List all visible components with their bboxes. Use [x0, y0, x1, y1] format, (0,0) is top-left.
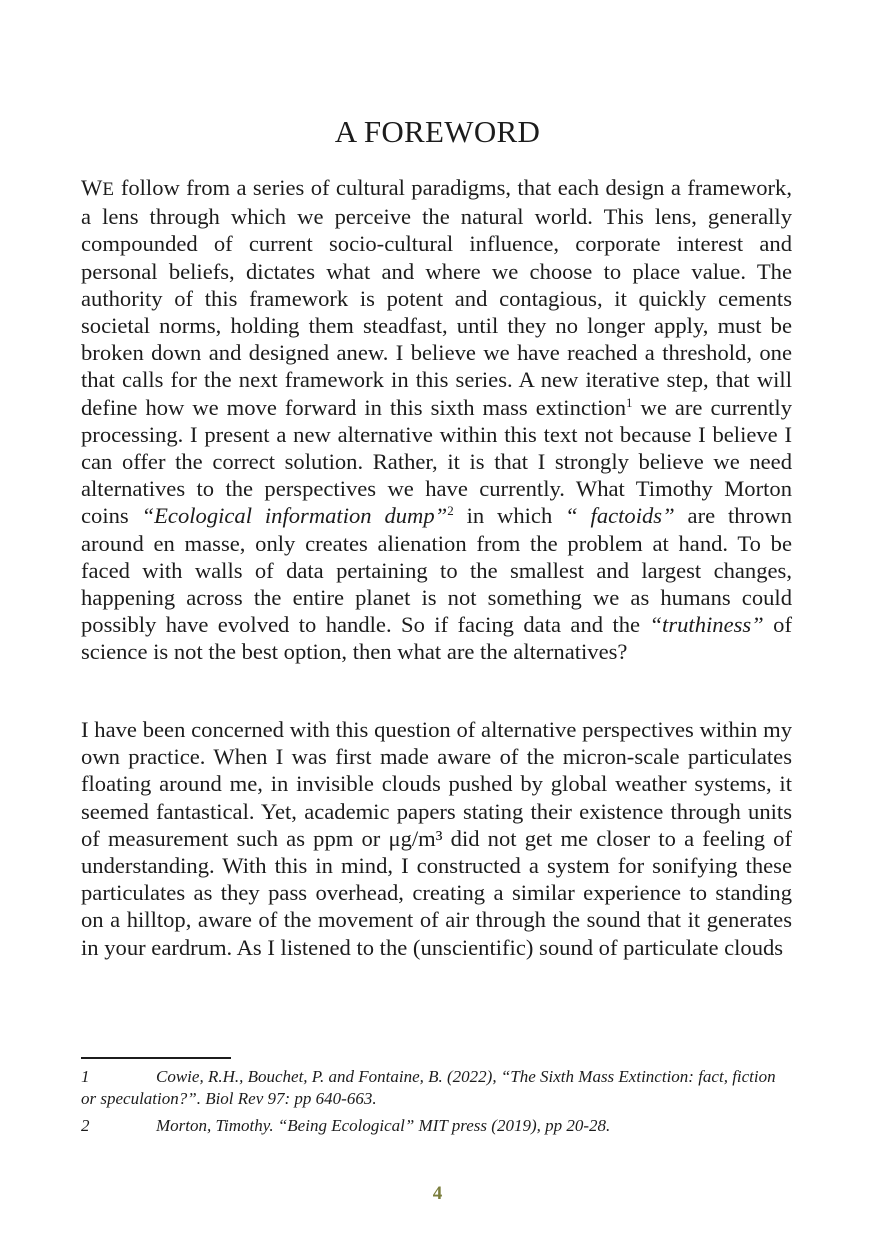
- dropcap-small-caps: E: [102, 179, 115, 200]
- footnote-divider: [81, 1057, 231, 1059]
- paragraph-1-text-a: follow from a series of cultural paradigms, that each design a framework, a lens through which we perceive the natural world. This lens, generally compounded of current socio-cultural influence, corporate interest and personal beliefs, dictates what and where we choose to place value. The authority of this framework is potent and contagious, it quickly cements societal norms, holding them steadfast, until they no longer apply, must be broken down and designed anew. I believe we have reached a threshold, one that calls for the next framework in this series. A new iterative step, that will define how we move forward in this sixth mass extinction: [81, 175, 792, 420]
- italic-quote-truthiness: “truthiness”: [649, 612, 764, 638]
- footnote-1: [81, 1066, 781, 1110]
- paragraph-1-text-b: we are currently processing. I present a new alternative within this text not because I believe I can offer the correct solution. Rather, it is that I strongly believe we need alternatives to the perspectives we have currently. What Timothy Morton coins: [81, 394, 792, 529]
- footnote-number: 1: [81, 1067, 90, 1086]
- body-paragraph-1: [81, 174, 792, 666]
- page-number: 4: [432, 1183, 443, 1204]
- footnote-ref-1[interactable]: 1: [626, 394, 633, 410]
- italic-quote-ecological: “Ecological information dump”: [141, 503, 448, 529]
- paragraph-1-text-e: of science is not the best option, then what are the alternatives?: [81, 612, 792, 665]
- italic-quote-factoids: “ factoids”: [565, 503, 675, 529]
- footnote-text: Cowie, R.H., Bouchet, P. and Fontaine, B. (2022), “The Sixth Mass Extinction: fact, fiction or speculation?”. Biol Rev 97: pp 640-663.: [81, 1067, 776, 1108]
- page-title: A FOREWORD: [334, 114, 541, 149]
- dropcap-letter: W: [81, 175, 103, 200]
- footnotes-section: [81, 1066, 781, 1137]
- footnote-text: Morton, Timothy. “Being Ecological” MIT press (2019), pp 20-28.: [156, 1116, 611, 1135]
- paragraph-1-text-c: in which: [453, 503, 566, 529]
- footnote-2: [81, 1115, 781, 1137]
- body-paragraph-2: I have been concerned with this question of alternative perspectives within my own practice. When I was first made aware of the micron-scale particulates floating around me, in invisible clouds pushed by global weather systems, it seemed fantastical. Yet, academic papers stating their existence through units of measurement such as ppm or μg/m³ did not get me closer to a feeling of understanding. With this in mind, I constructed a system for sonifying these particulates as they pass overhead, creating a similar experience to standing on a hilltop, aware of the movement of air through the sound that it generates in your eardrum. As I listened to the (unscientific) sound of particulate clouds: [81, 717, 792, 960]
- paragraph-1-text-d: are thrown around en masse, only creates alienation from the problem at hand. To be faced with walls of data pertaining to the smallest and largest changes, happening across the entire planet is not something we as humans could possibly have evolved to handle. So if facing data and the: [81, 503, 792, 638]
- footnote-ref-2[interactable]: 2: [447, 503, 454, 519]
- footnote-number: 2: [81, 1116, 90, 1135]
